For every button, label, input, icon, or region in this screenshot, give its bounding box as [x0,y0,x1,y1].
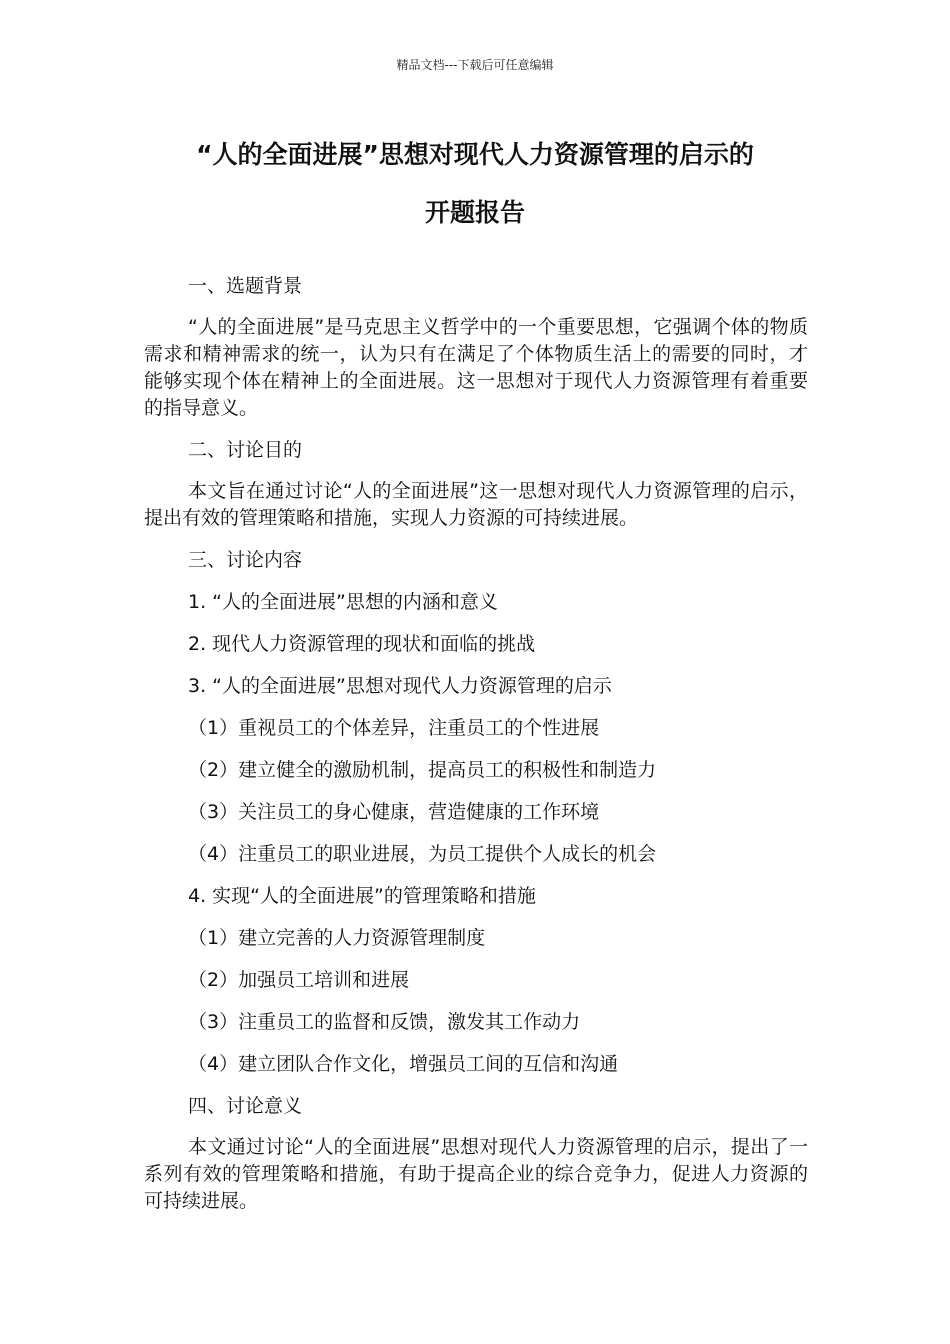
section-heading-content: 三、讨论内容 [188,549,303,571]
section-heading-purpose: 二、讨论目的 [188,439,303,461]
section-heading-significance: 四、讨论意义 [188,1095,303,1117]
list-subitem: （2）加强员工培训和进展 [188,969,410,991]
document-title-line-1: “人的全面进展”思想对现代人力资源管理的启示的 [196,140,754,169]
list-item: 3. “人的全面进展”思想对现代人力资源管理的启示 [188,675,612,697]
document-title-line-2: 开题报告 [424,198,525,227]
list-item: 1. “人的全面进展”思想的内涵和意义 [188,591,498,613]
paragraph-purpose: 本文旨在通过讨论“人的全面进展”这一思想对现代人力资源管理的启示，提出有效的管理策略和措施，实现人力资源的可持续进展。 [144,480,808,529]
section-heading-background: 一、选题背景 [188,275,303,297]
list-subitem: （2）建立健全的激励机制，提高员工的积极性和制造力 [188,759,657,781]
list-subitem: （3）注重员工的监督和反馈，激发其工作动力 [188,1011,581,1033]
document-body [144,270,808,1227]
paragraph-background: “人的全面进展”是马克思主义哲学中的一个重要思想，它强调个体的物质需求和精神需求的统一，认为只有在满足了个体物质生活上的需要的同时，才能够实现个体在精神上的全面进展。这一思想对于现代人力资源管理有着重要的指导意义。 [144,316,808,419]
paragraph-significance: 本文通过讨论“人的全面进展”思想对现代人力资源管理的启示，提出了一系列有效的管理策略和措施，有助于提高企业的综合竞争力，促进人力资源的可持续进展。 [144,1136,808,1212]
list-item: 4. 实现“人的全面进展”的管理策略和措施 [188,885,536,907]
page-header-note: 精品文档---下载后可任意编辑 [396,58,554,72]
list-subitem: （1）重视员工的个体差异，注重员工的个性进展 [188,717,600,739]
list-subitem: （4）建立团队合作文化，增强员工间的互信和沟通 [188,1053,619,1075]
list-item: 2. 现代人力资源管理的现状和面临的挑战 [188,633,536,655]
list-subitem: （3）关注员工的身心健康，营造健康的工作环境 [188,801,600,823]
list-subitem: （4）注重员工的职业进展，为员工提供个人成长的机会 [188,843,657,865]
list-subitem: （1）建立完善的人力资源管理制度 [188,927,486,949]
